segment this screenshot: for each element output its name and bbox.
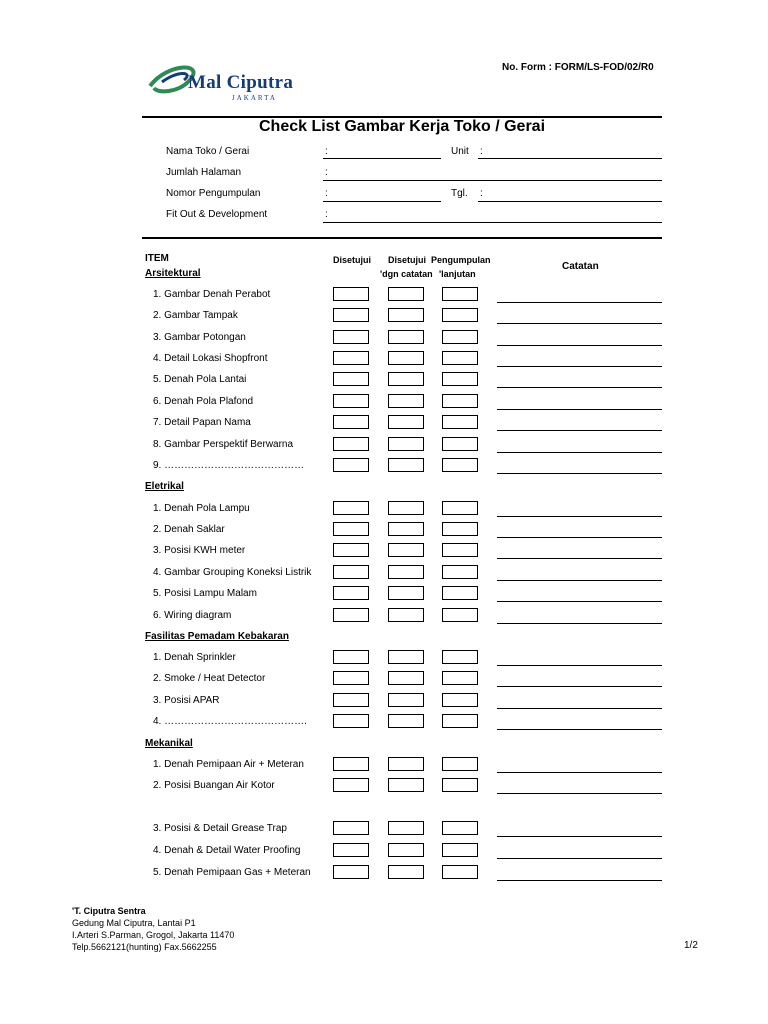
pemadam-item-2-pengumpulan-lanjutan-checkbox[interactable] <box>442 671 478 685</box>
arsitektural-item-7-pengumpulan-lanjutan-checkbox[interactable] <box>442 415 478 429</box>
mekanikal-item-5-label: 5. Denah Pemipaan Gas + Meteran <box>153 867 311 878</box>
form-number: No. Form : FORM/LS-FOD/02/R0 <box>502 62 654 73</box>
item-column-header: ITEM <box>145 253 169 264</box>
arsitektural-item-9-catatan-field[interactable] <box>497 473 662 474</box>
eletrikal-item-5-label: 5. Posisi Lampu Malam <box>153 588 257 599</box>
mekanikal-item-5-disetujui-catatan-checkbox[interactable] <box>388 865 424 879</box>
mekanikal-item-3-label: 3. Posisi & Detail Grease Trap <box>153 823 287 834</box>
arsitektural-item-7-label: 7. Detail Papan Nama <box>153 417 251 428</box>
arsitektural-item-8-disetujui-checkbox[interactable] <box>333 437 369 451</box>
arsitektural-item-1-pengumpulan-lanjutan-checkbox[interactable] <box>442 287 478 301</box>
eletrikal-item-2-label: 2. Denah Saklar <box>153 524 225 535</box>
eletrikal-item-2-pengumpulan-lanjutan-checkbox[interactable] <box>442 522 478 536</box>
mekanikal-item-1-disetujui-checkbox[interactable] <box>333 757 369 771</box>
arsitektural-item-6-pengumpulan-lanjutan-checkbox[interactable] <box>442 394 478 408</box>
section-arsitektural: Arsitektural <box>145 268 201 279</box>
eletrikal-item-2-disetujui-checkbox[interactable] <box>333 522 369 536</box>
eletrikal-item-3-catatan-field[interactable] <box>497 558 662 559</box>
mekanikal-item-4-disetujui-catatan-checkbox[interactable] <box>388 843 424 857</box>
arsitektural-item-9-pengumpulan-lanjutan-checkbox[interactable] <box>442 458 478 472</box>
arsitektural-item-5-disetujui-catatan-checkbox[interactable] <box>388 372 424 386</box>
mekanikal-item-4-pengumpulan-lanjutan-checkbox[interactable] <box>442 843 478 857</box>
arsitektural-item-3-disetujui-catatan-checkbox[interactable] <box>388 330 424 344</box>
arsitektural-item-3-catatan-field[interactable] <box>497 345 662 346</box>
jumlah-halaman-colon: : <box>325 167 328 178</box>
arsitektural-item-2-disetujui-checkbox[interactable] <box>333 308 369 322</box>
arsitektural-item-3-disetujui-checkbox[interactable] <box>333 330 369 344</box>
tgl-label: Tgl. <box>451 188 468 199</box>
footer-address: I.Arteri S.Parman, Grogol, Jakarta 11470 <box>72 930 235 940</box>
mekanikal-item-1-catatan-field[interactable] <box>497 772 662 773</box>
arsitektural-item-5-pengumpulan-lanjutan-checkbox[interactable] <box>442 372 478 386</box>
arsitektural-item-3-label: 3. Gambar Potongan <box>153 332 246 343</box>
tgl-colon: : <box>480 188 483 199</box>
mekanikal-item-3-catatan-field[interactable] <box>497 836 662 837</box>
arsitektural-item-4-label: 4. Detail Lokasi Shopfront <box>153 353 268 364</box>
eletrikal-item-6-disetujui-catatan-checkbox[interactable] <box>388 608 424 622</box>
arsitektural-item-2-catatan-field[interactable] <box>497 323 662 324</box>
unit-colon: : <box>480 146 483 157</box>
arsitektural-item-1-catatan-field[interactable] <box>497 302 662 303</box>
pemadam-item-1-disetujui-catatan-checkbox[interactable] <box>388 650 424 664</box>
unit-label: Unit <box>451 146 469 157</box>
mekanikal-item-3-disetujui-catatan-checkbox[interactable] <box>388 821 424 835</box>
arsitektural-item-2-label: 2. Gambar Tampak <box>153 310 238 321</box>
disetujui-catatan-header-line1: Disetujui <box>388 255 427 265</box>
pemadam-item-3-disetujui-catatan-checkbox[interactable] <box>388 693 424 707</box>
section-eletrikal: Eletrikal <box>145 481 184 492</box>
eletrikal-item-1-disetujui-checkbox[interactable] <box>333 501 369 515</box>
pemadam-item-4-pengumpulan-lanjutan-checkbox[interactable] <box>442 714 478 728</box>
pemadam-item-2-catatan-field[interactable] <box>497 686 662 687</box>
mekanikal-item-2-catatan-field[interactable] <box>497 793 662 794</box>
pemadam-item-3-label: 3. Posisi APAR <box>153 695 220 706</box>
footer-building: Gedung Mal Ciputra, Lantai P1 <box>72 918 196 928</box>
footer-phone: Telp.5662121(hunting) Fax.5662255 <box>72 942 217 952</box>
eletrikal-item-4-label: 4. Gambar Grouping Koneksi Listrik <box>153 567 312 578</box>
section-fasilitas-pemadam: Fasilitas Pemadam Kebakaran <box>145 631 289 642</box>
eletrikal-item-5-pengumpulan-lanjutan-checkbox[interactable] <box>442 586 478 600</box>
pemadam-item-3-catatan-field[interactable] <box>497 708 662 709</box>
mekanikal-item-4-label: 4. Denah & Detail Water Proofing <box>153 845 301 856</box>
eletrikal-item-3-disetujui-checkbox[interactable] <box>333 543 369 557</box>
nomor-pengumpulan-field[interactable] <box>323 201 441 202</box>
eletrikal-item-6-disetujui-checkbox[interactable] <box>333 608 369 622</box>
mekanikal-item-4-disetujui-checkbox[interactable] <box>333 843 369 857</box>
pemadam-item-1-pengumpulan-lanjutan-checkbox[interactable] <box>442 650 478 664</box>
jumlah-halaman-field[interactable] <box>323 180 662 181</box>
jumlah-halaman-label: Jumlah Halaman <box>166 167 242 178</box>
arsitektural-item-4-disetujui-checkbox[interactable] <box>333 351 369 365</box>
catatan-column-header: Catatan <box>562 261 599 272</box>
pemadam-item-1-catatan-field[interactable] <box>497 665 662 666</box>
arsitektural-item-4-catatan-field[interactable] <box>497 366 662 367</box>
arsitektural-item-7-disetujui-checkbox[interactable] <box>333 415 369 429</box>
pemadam-item-2-disetujui-catatan-checkbox[interactable] <box>388 671 424 685</box>
pengumpulan-header-line2: 'lanjutan <box>439 269 476 279</box>
arsitektural-item-2-disetujui-catatan-checkbox[interactable] <box>388 308 424 322</box>
mekanikal-item-5-disetujui-checkbox[interactable] <box>333 865 369 879</box>
arsitektural-item-1-disetujui-catatan-checkbox[interactable] <box>388 287 424 301</box>
logo-name: Mal Ciputra <box>188 72 294 93</box>
eletrikal-item-3-pengumpulan-lanjutan-checkbox[interactable] <box>442 543 478 557</box>
mekanikal-item-2-label: 2. Posisi Buangan Air Kotor <box>153 780 275 791</box>
eletrikal-item-5-disetujui-catatan-checkbox[interactable] <box>388 586 424 600</box>
arsitektural-item-7-catatan-field[interactable] <box>497 430 662 431</box>
pemadam-item-2-disetujui-checkbox[interactable] <box>333 671 369 685</box>
eletrikal-item-6-catatan-field[interactable] <box>497 623 662 624</box>
nomor-pengumpulan-label: Nomor Pengumpulan <box>166 188 261 199</box>
fit-out-label: Fit Out & Development <box>166 209 268 220</box>
arsitektural-item-4-disetujui-catatan-checkbox[interactable] <box>388 351 424 365</box>
nama-toko-label: Nama Toko / Gerai <box>166 146 250 157</box>
arsitektural-item-2-pengumpulan-lanjutan-checkbox[interactable] <box>442 308 478 322</box>
disetujui-catatan-header-line2: 'dgn catatan <box>380 269 433 279</box>
eletrikal-item-5-catatan-field[interactable] <box>497 601 662 602</box>
pemadam-item-4-disetujui-catatan-checkbox[interactable] <box>388 714 424 728</box>
arsitektural-item-6-disetujui-catatan-checkbox[interactable] <box>388 394 424 408</box>
arsitektural-item-8-label: 8. Gambar Perspektif Berwarna <box>153 439 294 450</box>
nama-toko-field[interactable] <box>323 158 441 159</box>
header-divider <box>142 237 662 239</box>
pengumpulan-header-line1: Pengumpulan <box>431 255 491 265</box>
nomor-pengumpulan-colon: : <box>325 188 328 199</box>
page-title: Check List Gambar Kerja Toko / Gerai <box>258 118 546 135</box>
pemadam-item-3-disetujui-checkbox[interactable] <box>333 693 369 707</box>
pemadam-item-1-disetujui-checkbox[interactable] <box>333 650 369 664</box>
eletrikal-item-4-disetujui-catatan-checkbox[interactable] <box>388 565 424 579</box>
eletrikal-item-6-label: 6. Wiring diagram <box>153 610 232 621</box>
arsitektural-item-1-label: 1. Gambar Denah Perabot <box>153 289 271 300</box>
eletrikal-item-1-pengumpulan-lanjutan-checkbox[interactable] <box>442 501 478 515</box>
pemadam-item-2-label: 2. Smoke / Heat Detector <box>153 673 266 684</box>
eletrikal-item-5-disetujui-checkbox[interactable] <box>333 586 369 600</box>
section-mekanikal: Mekanikal <box>145 738 193 749</box>
arsitektural-item-8-catatan-field[interactable] <box>497 452 662 453</box>
mekanikal-item-2-pengumpulan-lanjutan-checkbox[interactable] <box>442 778 478 792</box>
eletrikal-item-2-catatan-field[interactable] <box>497 537 662 538</box>
arsitektural-item-5-catatan-field[interactable] <box>497 387 662 388</box>
mekanikal-item-3-disetujui-checkbox[interactable] <box>333 821 369 835</box>
arsitektural-item-4-pengumpulan-lanjutan-checkbox[interactable] <box>442 351 478 365</box>
eletrikal-item-6-pengumpulan-lanjutan-checkbox[interactable] <box>442 608 478 622</box>
mekanikal-item-1-disetujui-catatan-checkbox[interactable] <box>388 757 424 771</box>
mekanikal-item-3-pengumpulan-lanjutan-checkbox[interactable] <box>442 821 478 835</box>
pemadam-item-4-label: 4. ……………………………………. <box>153 716 307 727</box>
arsitektural-item-5-label: 5. Denah Pola Lantai <box>153 374 247 385</box>
nama-toko-colon: : <box>325 146 328 157</box>
eletrikal-item-4-disetujui-checkbox[interactable] <box>333 565 369 579</box>
eletrikal-item-3-label: 3. Posisi KWH meter <box>153 545 246 556</box>
mekanikal-item-1-pengumpulan-lanjutan-checkbox[interactable] <box>442 757 478 771</box>
mekanikal-item-2-disetujui-checkbox[interactable] <box>333 778 369 792</box>
pemadam-item-4-disetujui-checkbox[interactable] <box>333 714 369 728</box>
arsitektural-item-6-disetujui-checkbox[interactable] <box>333 394 369 408</box>
arsitektural-item-5-disetujui-checkbox[interactable] <box>333 372 369 386</box>
arsitektural-item-1-disetujui-checkbox[interactable] <box>333 287 369 301</box>
footer-company: 'T. Ciputra Sentra <box>72 906 146 916</box>
arsitektural-item-8-pengumpulan-lanjutan-checkbox[interactable] <box>442 437 478 451</box>
arsitektural-item-3-pengumpulan-lanjutan-checkbox[interactable] <box>442 330 478 344</box>
arsitektural-item-9-disetujui-catatan-checkbox[interactable] <box>388 458 424 472</box>
fit-out-field[interactable] <box>323 222 662 223</box>
arsitektural-item-6-label: 6. Denah Pola Plafond <box>153 396 254 407</box>
page-number: 1/2 <box>684 940 698 951</box>
arsitektural-item-9-label: 9. …………………………………… <box>153 460 305 471</box>
eletrikal-item-4-catatan-field[interactable] <box>497 580 662 581</box>
pemadam-item-1-label: 1. Denah Sprinkler <box>153 652 236 663</box>
eletrikal-item-2-disetujui-catatan-checkbox[interactable] <box>388 522 424 536</box>
pemadam-item-4-catatan-field[interactable] <box>497 729 662 730</box>
eletrikal-item-3-disetujui-catatan-checkbox[interactable] <box>388 543 424 557</box>
mekanikal-item-5-pengumpulan-lanjutan-checkbox[interactable] <box>442 865 478 879</box>
arsitektural-item-6-catatan-field[interactable] <box>497 409 662 410</box>
arsitektural-item-8-disetujui-catatan-checkbox[interactable] <box>388 437 424 451</box>
arsitektural-item-7-disetujui-catatan-checkbox[interactable] <box>388 415 424 429</box>
tgl-field[interactable] <box>478 201 662 202</box>
unit-field[interactable] <box>478 158 662 159</box>
mekanikal-item-2-disetujui-catatan-checkbox[interactable] <box>388 778 424 792</box>
arsitektural-item-9-disetujui-checkbox[interactable] <box>333 458 369 472</box>
eletrikal-item-1-catatan-field[interactable] <box>497 516 662 517</box>
logo-city: JAKARTA <box>232 94 277 102</box>
eletrikal-item-1-label: 1. Denah Pola Lampu <box>153 503 250 514</box>
mekanikal-item-5-catatan-field[interactable] <box>497 880 662 881</box>
eletrikal-item-1-disetujui-catatan-checkbox[interactable] <box>388 501 424 515</box>
disetujui-column-header: Disetujui <box>333 255 372 265</box>
eletrikal-item-4-pengumpulan-lanjutan-checkbox[interactable] <box>442 565 478 579</box>
mekanikal-item-4-catatan-field[interactable] <box>497 858 662 859</box>
pemadam-item-3-pengumpulan-lanjutan-checkbox[interactable] <box>442 693 478 707</box>
mekanikal-item-1-label: 1. Denah Pemipaan Air + Meteran <box>153 759 304 770</box>
fit-out-colon: : <box>325 209 328 220</box>
